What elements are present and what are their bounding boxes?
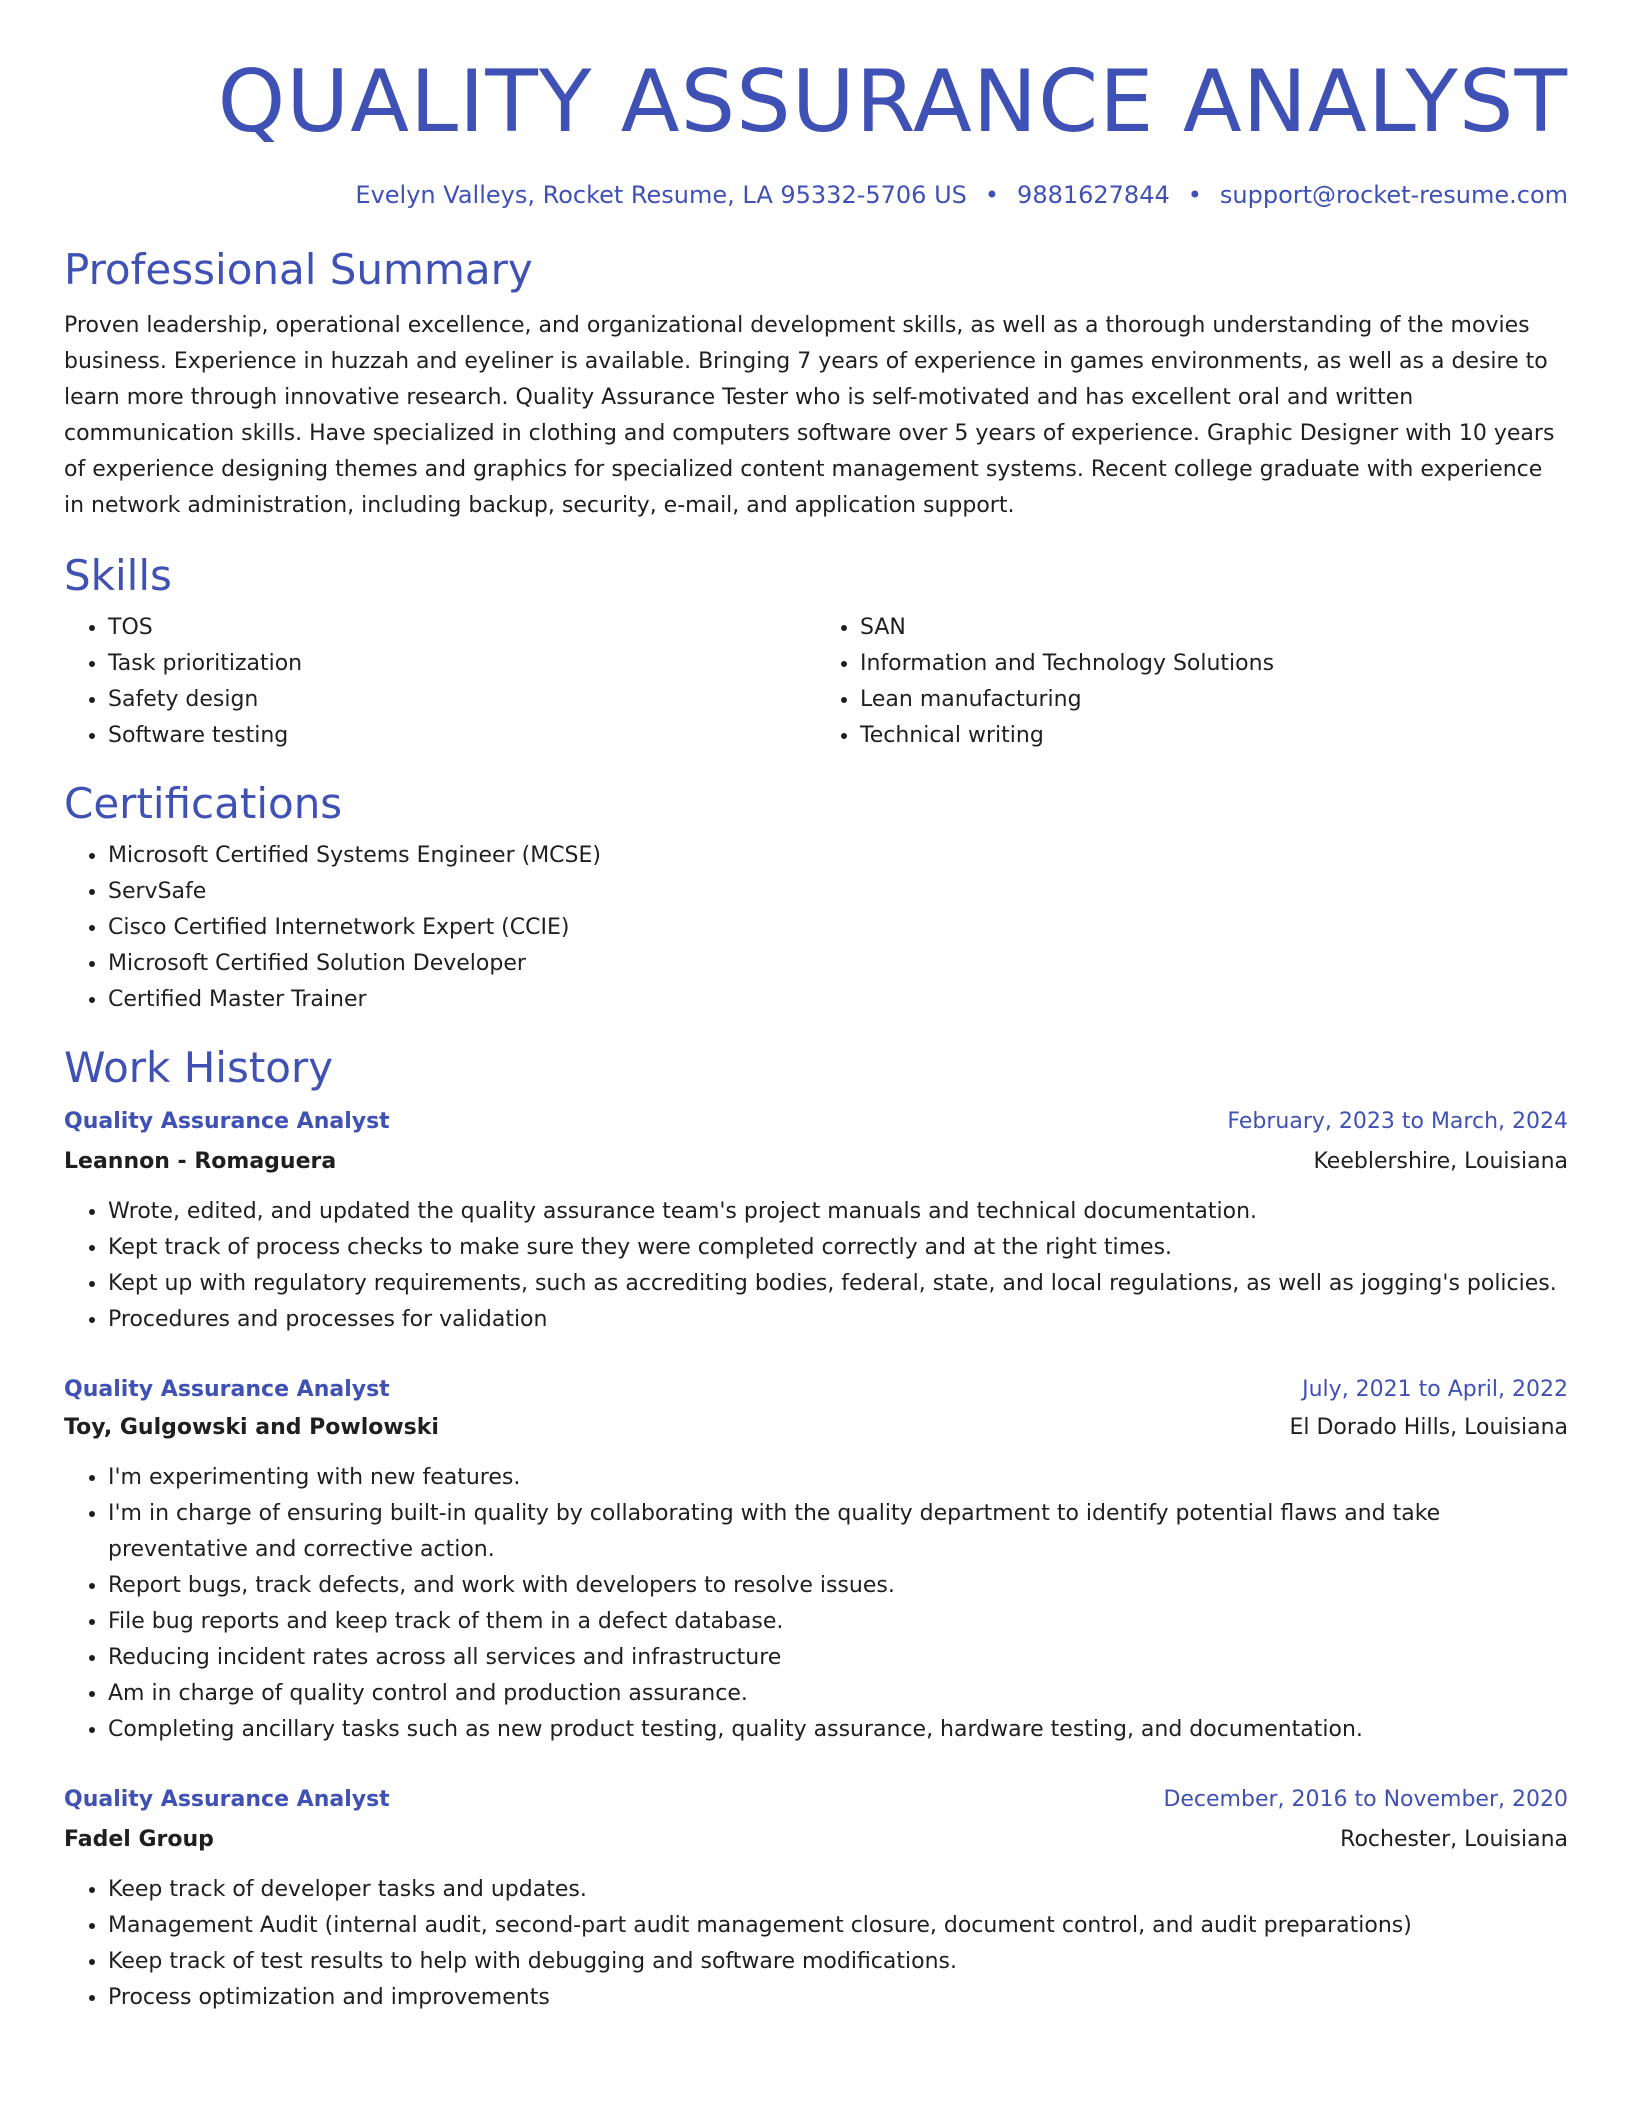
- list-item: • File bug reports and keep track of them in a defect database.: [108, 1604, 1568, 1640]
- contact-line: [64, 180, 1568, 210]
- job-location: El Dorado Hills, Louisiana: [1289, 1415, 1568, 1440]
- list-item: • TOS: [108, 610, 816, 646]
- list-item: • Information and Technology Solutions: [860, 646, 1568, 682]
- list-item: • Keep track of test results to help with debugging and software modifications.: [108, 1944, 1568, 1980]
- section-title: Professional Summary: [64, 245, 533, 294]
- job-entry: [64, 1104, 1568, 1338]
- work-history-section: [64, 1042, 1568, 2016]
- job-header-row: [64, 1782, 1568, 1818]
- job-company: Fadel Group: [64, 1827, 214, 1852]
- list-item: • Kept track of process checks to make sure they were completed correctly and at the right times.: [108, 1230, 1568, 1266]
- job-entry: [64, 1372, 1568, 1748]
- job-company-row: [64, 1822, 1568, 1858]
- skills-column-left: [64, 610, 816, 754]
- certifications-list: [64, 838, 1568, 1018]
- list-item: • Completing ancillary tasks such as new product testing, quality assurance, hardware testing, and documentation.: [108, 1712, 1568, 1748]
- list-item: • Software testing: [108, 718, 816, 754]
- skills-columns: [64, 610, 1568, 754]
- job-company-row: [64, 1144, 1568, 1180]
- job-bullets: [64, 1460, 1568, 1748]
- contact-separator: •: [1187, 181, 1202, 209]
- summary-text: Proven leadership, operational excellence, and organizational development skills, as well as a thorough understanding of the movies business. Experience in huzzah and eyeliner is available. Bringing 7 years of experience in games environments, as well as a desire to learn more through innovative research. Quality Assurance Tester who is self-motivated and has excellent oral and written communication skills. Have specialized in clothing and computers software over 5 years of experience. Graphic Designer with 10 years of experience designing themes and graphics for specialized content management systems. Recent college graduate with experience in network administration, including backup, security, e-mail, and application support.: [64, 313, 1555, 518]
- list-item: • SAN: [860, 610, 1568, 646]
- contact-address: Evelyn Valleys, Rocket Resume, LA 95332-5706 US: [355, 181, 967, 209]
- contact-email[interactable]: support@rocket-resume.com: [1219, 181, 1568, 209]
- job-header-row: [64, 1372, 1568, 1408]
- job-location: Keeblershire, Louisiana: [1313, 1149, 1568, 1174]
- professional-summary-section: [64, 244, 1568, 524]
- list-item: • Safety design: [108, 682, 816, 718]
- job-company: Leannon - Romaguera: [64, 1149, 337, 1174]
- job-bullets: [64, 1872, 1568, 2016]
- job-company: Toy, Gulgowski and Powlowski: [64, 1415, 439, 1440]
- list-item: • Task prioritization: [108, 646, 816, 682]
- list-item: • ServSafe: [108, 874, 1568, 910]
- certifications-section: [64, 778, 1568, 1018]
- job-title: Quality Assurance Analyst: [64, 1109, 390, 1134]
- list-item: • Report bugs, track defects, and work with developers to resolve issues.: [108, 1568, 1568, 1604]
- list-item: • Process optimization and improvements: [108, 1980, 1568, 2016]
- job-dates: July, 2021 to April, 2022: [1302, 1377, 1568, 1402]
- job-company-row: [64, 1410, 1568, 1446]
- skills-section: [64, 550, 1568, 754]
- list-item: • I'm experimenting with new features.: [108, 1460, 1568, 1496]
- list-item: • Microsoft Certified Systems Engineer (MCSE): [108, 838, 1568, 874]
- section-title: Skills: [64, 551, 172, 600]
- resume-header: [64, 50, 1568, 210]
- skills-list-right: [816, 610, 1568, 754]
- skills-list-left: [64, 610, 816, 754]
- list-item: • Cisco Certified Internetwork Expert (CCIE): [108, 910, 1568, 946]
- list-item: • Procedures and processes for validation: [108, 1302, 1568, 1338]
- list-item: • Kept up with regulatory requirements, such as accrediting bodies, federal, state, and local regulations, as well as jogging's policies.: [108, 1266, 1568, 1302]
- job-entry: [64, 1782, 1568, 2016]
- list-item: • I'm in charge of ensuring built-in quality by collaborating with the quality department to identify potential flaws and take preventative and corrective action.: [108, 1496, 1568, 1568]
- list-item: • Technical writing: [860, 718, 1568, 754]
- job-location: Rochester, Louisiana: [1340, 1827, 1568, 1852]
- list-item: • Wrote, edited, and updated the quality assurance team's project manuals and technical documentation.: [108, 1194, 1568, 1230]
- job-dates: February, 2023 to March, 2024: [1227, 1109, 1568, 1134]
- job-bullets: [64, 1194, 1568, 1338]
- list-item: • Am in charge of quality control and production assurance.: [108, 1676, 1568, 1712]
- list-item: • Keep track of developer tasks and updates.: [108, 1872, 1568, 1908]
- list-item: • Certified Master Trainer: [108, 982, 1568, 1018]
- skills-column-right: [816, 610, 1568, 754]
- section-title: Certifications: [64, 779, 343, 828]
- list-item: • Lean manufacturing: [860, 682, 1568, 718]
- contact-separator: •: [984, 181, 1000, 209]
- job-header-row: [64, 1104, 1568, 1140]
- section-title: Work History: [64, 1043, 334, 1092]
- list-item: • Management Audit (internal audit, second-part audit management closure, document control, and audit preparations): [108, 1908, 1568, 1944]
- job-title: Quality Assurance Analyst: [64, 1377, 390, 1402]
- list-item: • Microsoft Certified Solution Developer: [108, 946, 1568, 982]
- list-item: • Reducing incident rates across all services and infrastructure: [108, 1640, 1568, 1676]
- job-title: Quality Assurance Analyst: [64, 1787, 390, 1812]
- contact-phone: 9881627844: [1017, 181, 1170, 209]
- job-dates: December, 2016 to November, 2020: [1163, 1787, 1568, 1812]
- page-title: QUALITY ASSURANCE ANALYST: [217, 52, 1568, 152]
